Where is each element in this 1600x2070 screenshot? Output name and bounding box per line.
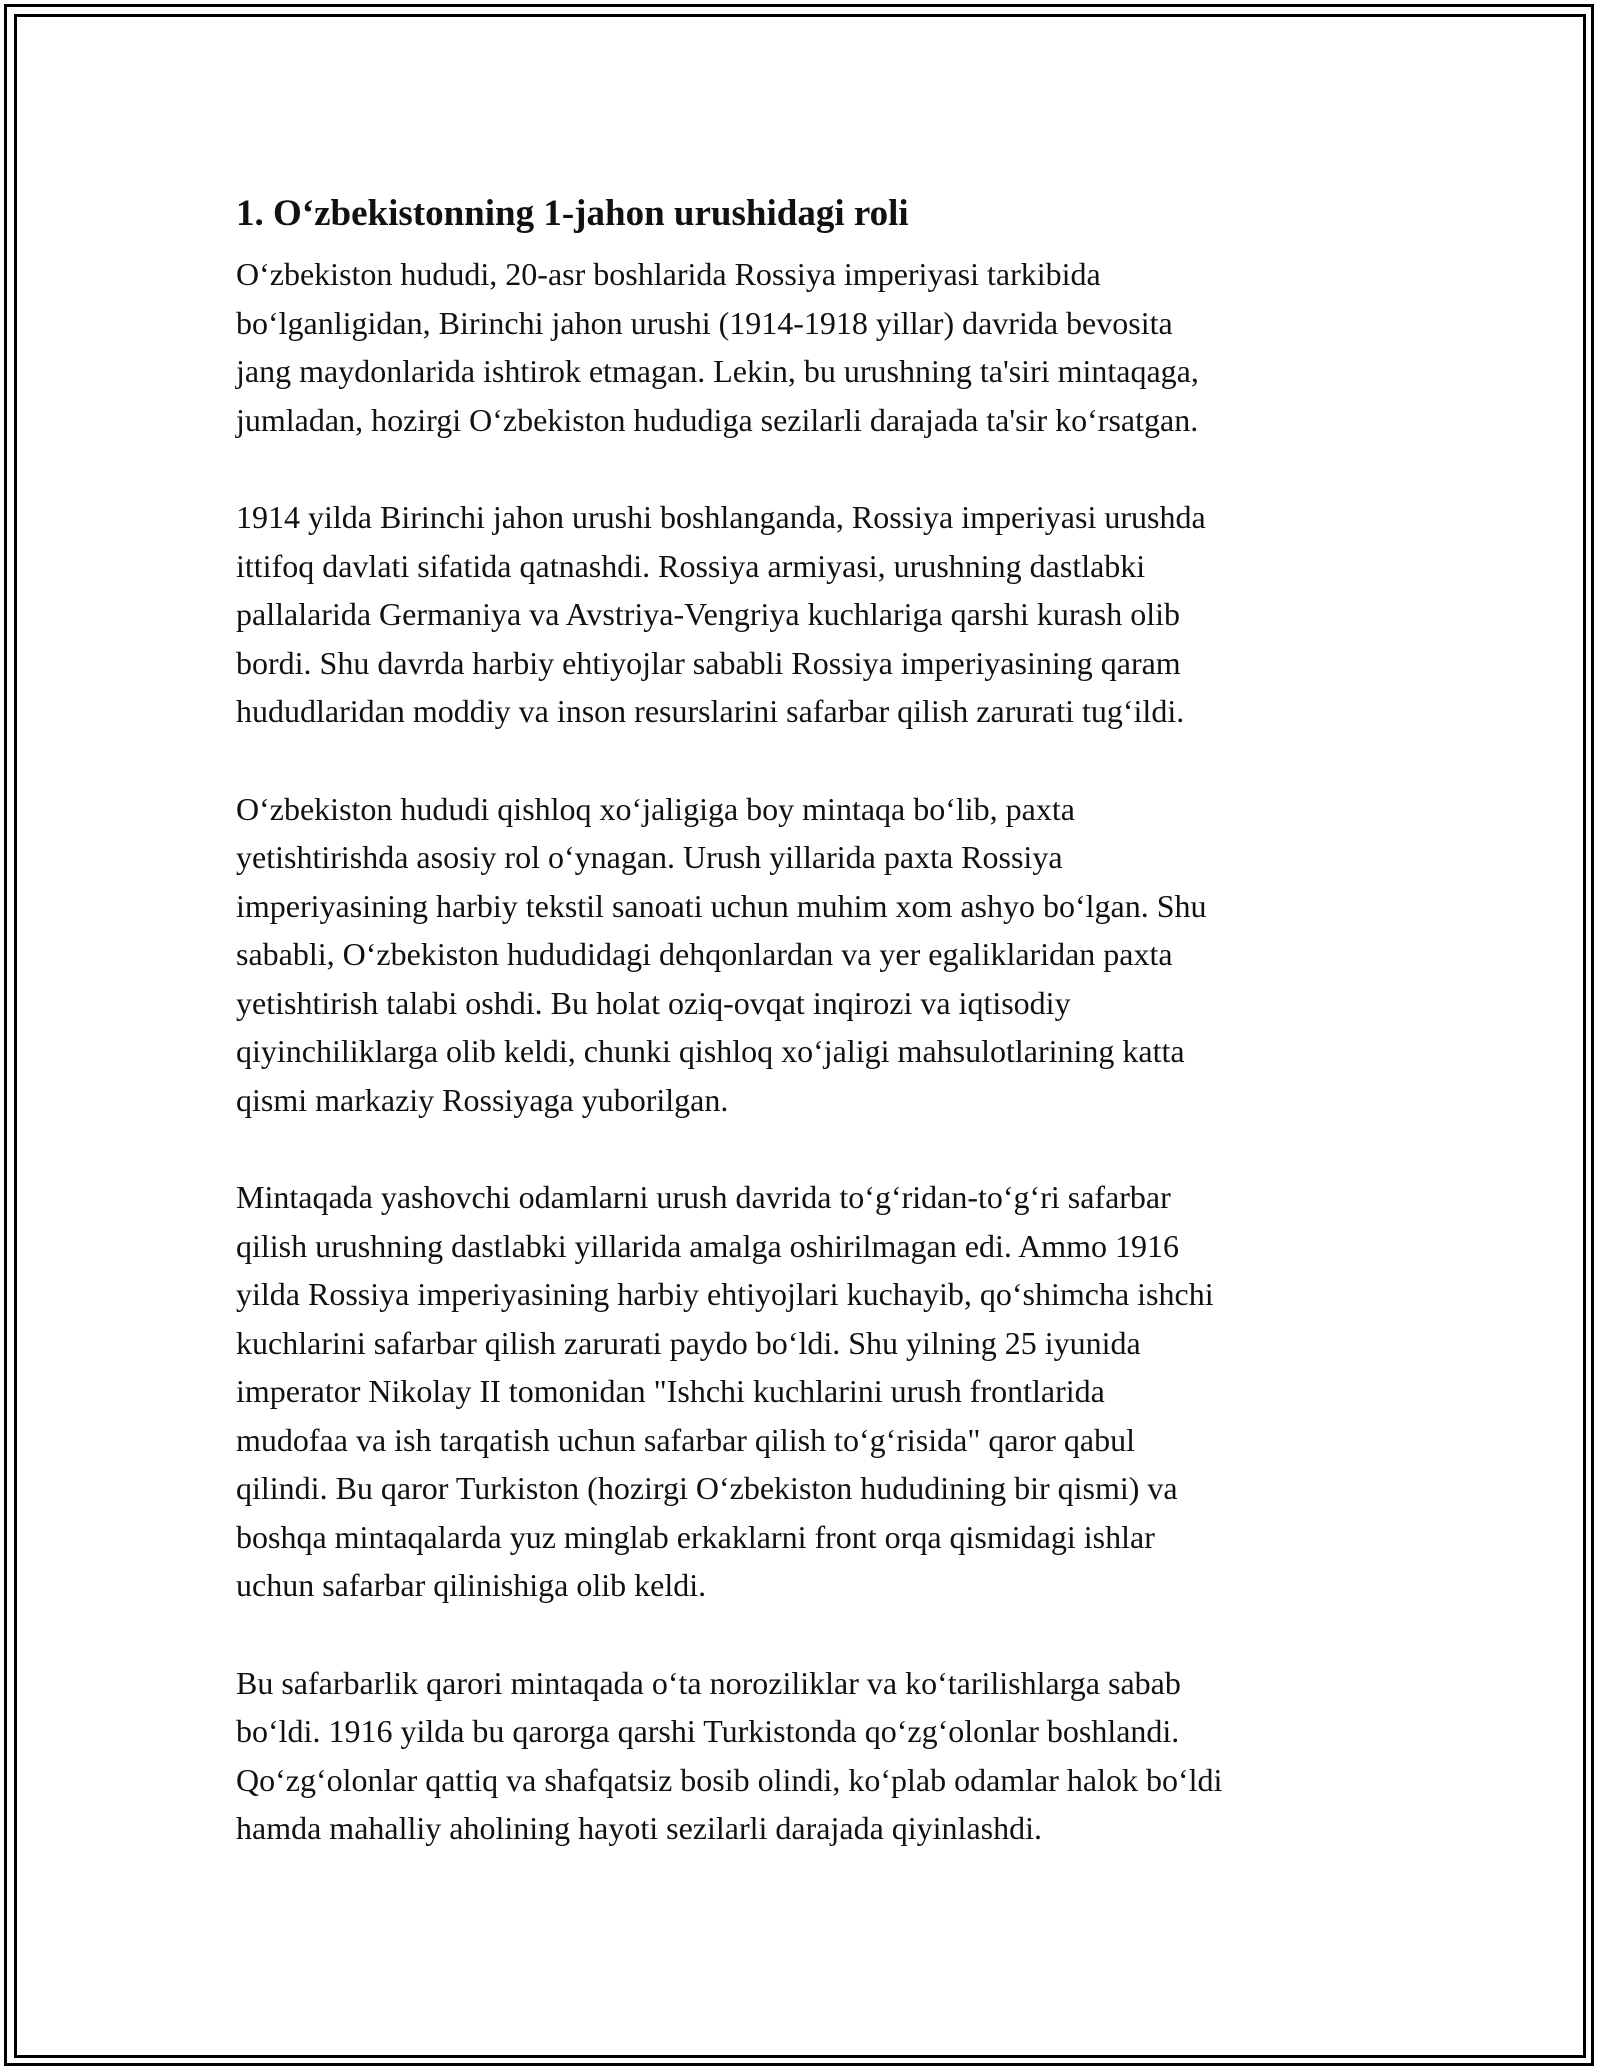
paragraph-1: O‘zbekiston hududi, 20-asr boshlarida Rossiya imperiyasi tarkibida bo‘lganligidan, Birinchi jahon urushi (1914-1918 yillar) davrida bevosita jang maydonlarida ishtirok etmagan. Lekin, bu urushning ta'siri mintaqaga, jumladan, hozirgi O‘zbekiston hududiga sezilarli darajada ta'sir ko‘rsatgan.: [236, 256, 1199, 438]
document-body: [236, 186, 1376, 1902]
section-heading: 1. O‘zbekistonning 1-jahon urushidagi roli: [236, 193, 909, 234]
paragraph-2: 1914 yilda Birinchi jahon urushi boshlanganda, Rossiya imperiyasi urushda ittifoq davlati sifatida qatnashdi. Rossiya armiyasi, urushning dastlabki pallalarida Germaniya va Avstriya-Vengriya kuchlariga qarshi kurash olib bordi. Shu davrda harbiy ehtiyojlar sababli Rossiya imperiyasining qaram hududlaridan moddiy va inson resurslarini safarbar qilish zarurati tug‘ildi.: [236, 499, 1206, 729]
paragraph-3: O‘zbekiston hududi qishloq xo‘jaligiga boy mintaqa bo‘lib, paxta yetishtirishda asosiy rol o‘ynagan. Urush yillarida paxta Rossiya imperiyasining harbiy tekstil sanoati uchun muhim xom ashyo bo‘lgan. Shu sababli, O‘zbekiston hududidagi dehqonlardan va yer egaliklaridan paxta yetishtirish talabi oshdi. Bu holat oziq-ovqat inqirozi va iqtisodiy qiyinchiliklarga olib keldi, chunki qishloq xo‘jaligi mahsulotlarining katta qismi markaziy Rossiyaga yuborilgan.: [236, 790, 1207, 1118]
paragraph-4: Mintaqada yashovchi odamlarni urush davrida to‘g‘ridan-to‘g‘ri safarbar qilish urushning dastlabki yillarida amalga oshirilmagan edi. Ammo 1916 yilda Rossiya imperiyasining harbiy ehtiyojlari kuchayib, qo‘shimcha ishchi kuchlarini safarbar qilish zarurati paydo bo‘ldi. Shu yilning 25 iyunida imperator Nikolay II tomonidan "Ishchi kuchlarini urush frontlarida mudofaa va ish tarqatish uchun safarbar qilish to‘g‘risida" qaror qabul qilindi. Bu qaror Turkiston (hozirgi O‘zbekiston hududining bir qismi) va boshqa mintaqalarda yuz minglab erkaklarni front orqa qismidagi ishlar uchun safarbar qilinishiga olib keldi.: [236, 1179, 1214, 1603]
paragraph-5: Bu safarbarlik qarori mintaqada o‘ta noroziliklar va ko‘tarilishlarga sabab bo‘ldi. 1916 yilda bu qarorga qarshi Turkistonda qo‘zg‘olonlar boshlandi. Qo‘zg‘olonlar qattiq va shafqatsiz bosib olindi, ko‘plab odamlar halok bo‘ldi hamda mahalliy aholining hayoti sezilarli darajada qiyinlashdi.: [236, 1664, 1223, 1846]
